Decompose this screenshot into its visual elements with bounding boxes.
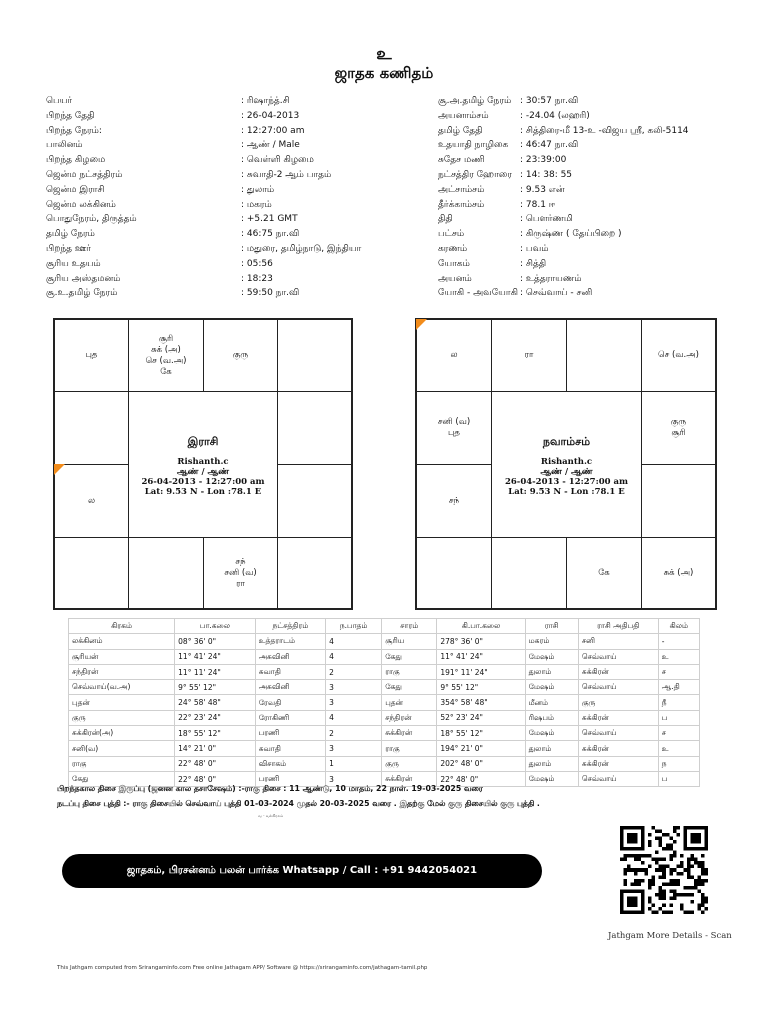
info-label: சூ.உ.தமிழ் நேரம் (46, 288, 118, 299)
navamsa-cell-simmam (641, 464, 716, 538)
table-cell: உ (658, 741, 699, 756)
table-cell: 354° 58' 48" (437, 695, 525, 710)
table-cell: ரேவதி (255, 695, 325, 710)
table-cell: அசுவினி (255, 649, 325, 664)
info-value: : துலாம் (241, 184, 275, 195)
banner-text: ஜாதகம், பிரசன்னம் பலன் பார்க்க Whatsapp / Call : +91 9442054021 (126, 865, 478, 876)
info-row (46, 109, 426, 124)
info-value: : 9.53 என் (520, 184, 565, 195)
info-row (46, 138, 426, 153)
rasi-chart (53, 318, 353, 610)
table-cell: சுக்கிரன் (382, 771, 437, 786)
navamsa-cell-thulam (566, 537, 642, 609)
table-cell: 52° 23' 24" (437, 710, 525, 725)
info-label: திதி (438, 214, 453, 225)
table-cell: குரு (578, 695, 658, 710)
info-value: : 05:56 (241, 258, 273, 269)
table-cell: 2 (326, 726, 382, 741)
right-info-block (438, 94, 758, 301)
column-header: நட்சத்திரம் (255, 619, 325, 634)
retro-note: வ - வக்கிரகம் (258, 813, 284, 818)
table-cell: சுவாதி (255, 664, 325, 679)
rasi-cell-rishabam (203, 319, 278, 392)
column-header: ராசி அதிபதி (578, 619, 658, 634)
table-cell: மேஷம் (525, 649, 578, 664)
info-label: தீர்க்காம்சம் (438, 199, 485, 210)
info-label: உதயாதி நாழிகை (438, 140, 509, 151)
info-row (46, 212, 426, 227)
info-value: : +5.21 GMT (241, 214, 298, 225)
table-cell: 9° 55' 12" (175, 680, 256, 695)
planet-label: செ (வ.அ) (658, 350, 699, 360)
table-cell: 3 (326, 771, 382, 786)
table-row (69, 695, 700, 710)
rasi-cell-simmam (277, 464, 352, 538)
planet-label: ரா (524, 350, 534, 360)
navamsa-gender: ஆண் / ஆண் (540, 467, 593, 477)
left-info-block (46, 94, 426, 301)
planet-label: குரு (670, 417, 687, 427)
table-cell: ராகு (382, 664, 437, 679)
rasi-gender: ஆண் / ஆண் (176, 467, 230, 477)
planet-label: சுக் (அ) (663, 567, 694, 578)
info-row (46, 153, 426, 168)
rasi-datetime: 26-04-2013 - 12:27:00 am (141, 477, 265, 487)
table-cell: மீனம் (525, 695, 578, 710)
table-cell: ப (658, 771, 699, 786)
table-cell: ந (658, 756, 699, 771)
table-cell: 4 (326, 710, 382, 725)
info-value: : 18:23 (241, 273, 273, 284)
info-label: தமிழ் தேதி (438, 125, 483, 136)
table-cell: 14° 21' 0" (175, 741, 256, 756)
table-cell: செவ்வாய்(வ.அ) (69, 680, 175, 695)
info-value: : ஆண் / Male (241, 140, 300, 151)
qr-caption: Jathgam More Details - Scan (608, 931, 732, 941)
table-cell: பரணி (255, 771, 325, 786)
info-label: கரணம் (438, 243, 468, 254)
info-value: : ரிஷாந்த்.சி (241, 96, 290, 106)
info-row (438, 257, 758, 272)
table-cell: 202° 48' 0" (437, 756, 525, 771)
info-row (46, 272, 426, 287)
info-label: சூரிய அஸ்தமனம் (46, 273, 121, 284)
table-cell: சூரியன் (69, 649, 175, 664)
column-header: கி.பா.கலை (437, 619, 525, 634)
table-cell: மகரம் (525, 634, 578, 649)
info-value: : செவ்வாய் - சனி (520, 288, 593, 299)
info-value: : 26-04-2013 (241, 110, 300, 121)
info-value: : 23:39:00 (520, 155, 567, 166)
table-cell: செவ்வாய் (578, 680, 658, 695)
table-cell: ரிஷபம் (525, 710, 578, 725)
table-cell: உ (658, 649, 699, 664)
navamsa-latlon: Lat: 9.53 N - Lon :78.1 E (508, 487, 625, 497)
info-row (438, 272, 758, 287)
info-row (438, 124, 758, 139)
planet-label: ரா (236, 578, 245, 589)
rasi-cell-mesham (128, 319, 204, 392)
navamsa-cell-dhanusu (416, 537, 492, 609)
dasa-balance: பிறந்தகால திசை இருப்பு (ஜனன கால தசாசேஷம்) :-ராகு திசை : 11 ஆண்டு, 10 மாதம், 22 நாள். 19-03-2025 வரை (57, 784, 483, 793)
table-cell: சுக்கிரன்(அ) (69, 726, 175, 741)
planet-label: சனி (வ) (224, 567, 257, 578)
navamsa-cell-meenam (416, 319, 492, 392)
table-cell: 22° 48' 0" (175, 771, 256, 786)
navamsa-cell-kanni (641, 537, 716, 609)
info-value: : 78.1 ஈ (520, 199, 556, 210)
table-cell: குரு (69, 710, 175, 725)
rasi-cell-viruchikam (128, 537, 204, 609)
info-label: யோகி - அவயோகி (438, 288, 518, 299)
info-row (438, 168, 758, 183)
info-label: பாலினம் (46, 140, 83, 151)
column-header: பா.கலை (175, 619, 256, 634)
planet-label: சுக் (அ) (151, 344, 181, 355)
info-row (438, 109, 758, 124)
info-value: : சித்தி (520, 258, 547, 269)
table-row (69, 664, 700, 679)
table-cell: 278° 36' 0" (437, 634, 525, 649)
info-row (46, 183, 426, 198)
table-cell: சூரிய (382, 634, 437, 649)
table-cell: 11° 41' 24" (437, 649, 525, 664)
table-cell: ஆ.தி (658, 680, 699, 695)
column-header: கிரகம் (69, 619, 175, 634)
info-label: நட்சத்திர ஹோரை (438, 169, 512, 180)
info-row (46, 124, 426, 139)
info-value: : 30:57 நா.வி (520, 96, 579, 106)
table-cell: லக்கினம் (69, 634, 175, 649)
info-label: அட்சாம்சம் (438, 184, 485, 195)
navamsa-title: நவாம்சம் (542, 435, 591, 448)
navamsa-cell-mithunam (641, 319, 716, 392)
table-cell: கேது (69, 771, 175, 786)
planet-label: சனி (வ) (437, 417, 471, 427)
info-value: : 59:50 நா.வி (241, 288, 300, 299)
info-label: பிறந்த ஊர் (46, 243, 91, 254)
info-row (46, 286, 426, 301)
navamsa-cell-makaram (416, 464, 492, 538)
table-cell: சனி (578, 634, 658, 649)
info-label: பிறந்த தேதி (46, 110, 95, 121)
planet-label: சூரி (158, 333, 174, 344)
planet-label: சூரி (671, 428, 686, 438)
table-cell: புதன் (382, 695, 437, 710)
navamsa-cell-mesham (491, 319, 567, 392)
table-cell: புதன் (69, 695, 175, 710)
table-cell: உத்தராடம் (255, 634, 325, 649)
table-cell: மேஷம் (525, 771, 578, 786)
table-cell: 3 (326, 695, 382, 710)
planet-label: புத (85, 350, 98, 360)
table-cell: துலாம் (525, 664, 578, 679)
table-cell: துலாம் (525, 756, 578, 771)
header-mark: உ (376, 44, 392, 64)
rasi-title: இராசி (187, 435, 219, 448)
info-row (438, 212, 758, 227)
table-cell: ச (658, 726, 699, 741)
info-label: சூரிய உதயம் (46, 258, 101, 269)
rasi-cell-meenam (54, 319, 129, 392)
info-label: தமிழ் நேரம் (46, 229, 95, 240)
navamsa-cell-katakam (641, 391, 716, 465)
table-cell: - (658, 634, 699, 649)
table-row (69, 726, 700, 741)
table-cell: 4 (326, 634, 382, 649)
table-cell: ராகு (69, 756, 175, 771)
table-row (69, 756, 700, 771)
planet-label: ல (450, 350, 458, 360)
table-cell: சுக்கிரன் (578, 741, 658, 756)
table-cell: 11° 11' 24" (175, 664, 256, 679)
rasi-center (128, 391, 278, 538)
column-header: சாரம் (382, 619, 437, 634)
rasi-cell-katakam (277, 391, 352, 465)
table-row (69, 649, 700, 664)
table-cell: நீ (658, 695, 699, 710)
table-cell: கேது (382, 680, 437, 695)
rasi-cell-mithunam (277, 319, 352, 392)
info-value: : 46:75 நா.வி (241, 229, 300, 240)
info-label: ஜென்ம இராசி (46, 184, 105, 195)
column-header: ந.பாதம் (326, 619, 382, 634)
rasi-cell-kanni (277, 537, 352, 609)
info-value: : பவம் (520, 243, 549, 254)
footer-note: This Jathgam computed from Srirangaminfo.com Free online Jathagam APP/ Software @ https://srirangaminfo.com/jathagam-tamil.php (57, 965, 428, 971)
table-cell: சந்திரன் (69, 664, 175, 679)
table-cell: 18° 55' 12" (175, 726, 256, 741)
table-cell: 18° 55' 12" (437, 726, 525, 741)
table-row (69, 741, 700, 756)
planet-table (68, 618, 700, 787)
table-cell: 1 (326, 756, 382, 771)
rasi-latlon: Lat: 9.53 N - Lon :78.1 E (144, 487, 262, 497)
info-label: யோகம் (438, 258, 470, 269)
info-value: : 46:47 நா.வி (520, 140, 579, 151)
qr-code-icon[interactable] (620, 826, 708, 914)
info-value: : கிருஷ்ண ( தேய்பிறை ) (520, 229, 622, 240)
info-row (46, 168, 426, 183)
info-value: : 14: 38: 55 (520, 169, 573, 180)
rasi-cell-dhanusu (54, 537, 129, 609)
table-cell: 191° 11' 24" (437, 664, 525, 679)
table-cell: 3 (326, 680, 382, 695)
info-label: ஜென்ம லக்கினம் (46, 199, 116, 210)
rasi-cell-kumbam (54, 391, 129, 465)
planet-label: குரு (232, 350, 249, 360)
info-row (46, 94, 426, 109)
lagna-marker (54, 464, 65, 475)
info-row (438, 153, 758, 168)
table-cell: 22° 48' 0" (437, 771, 525, 786)
info-label: பிறந்த நேரம்: (46, 125, 102, 136)
info-value: : மகரம் (241, 199, 272, 210)
navamsa-center (491, 391, 642, 538)
navamsa-name: Rishanth.c (540, 457, 593, 467)
rasi-cell-makaram (54, 464, 129, 538)
planet-label: சந் (448, 495, 460, 506)
info-row (46, 257, 426, 272)
table-row (69, 710, 700, 725)
navamsa-cell-kumbam (416, 391, 492, 465)
planet-label: புத (448, 428, 460, 438)
info-value: : சுவாதி-2 ஆம் பாதம் (241, 169, 332, 180)
table-cell: குரு (382, 756, 437, 771)
info-value: : சித்திரை-மீ 13-உ -விஜய ஸ்ரீ, கலி-5114 (520, 125, 689, 136)
table-cell: 22° 23' 24" (175, 710, 256, 725)
column-header: ராசி (525, 619, 578, 634)
info-label: பிறந்த கிழமை (46, 155, 106, 166)
table-cell: அசுவினி (255, 680, 325, 695)
table-header-row (69, 619, 700, 634)
table-cell: சுக்கிரன் (578, 756, 658, 771)
table-cell: மேஷம் (525, 726, 578, 741)
info-label: பொதுநேரம், திருத்தம் (46, 214, 137, 225)
info-row (438, 242, 758, 257)
info-value: : 12:27:00 am (241, 125, 305, 136)
info-row (438, 183, 758, 198)
table-cell: சுக்கிரன் (382, 726, 437, 741)
table-cell: செவ்வாய் (578, 726, 658, 741)
table-cell: 4 (326, 649, 382, 664)
table-cell: செவ்வாய் (578, 649, 658, 664)
navamsa-cell-rishabam (566, 319, 642, 392)
table-cell: ப (658, 710, 699, 725)
info-value: : வெள்ளி கிழமை (241, 155, 314, 166)
info-value: : உத்தராயணம் (520, 273, 582, 284)
page-title: ஜாதக கணிதம் (334, 64, 434, 82)
planet-label: சந் (235, 556, 246, 567)
table-cell: சுக்கிரன் (578, 664, 658, 679)
table-row (69, 634, 700, 649)
column-header: கிலம் (658, 619, 699, 634)
table-cell: 194° 21' 0" (437, 741, 525, 756)
planet-label: செ (வ.அ) (145, 355, 187, 366)
info-value: : பௌர்ணமி (520, 214, 573, 225)
planet-label: கே (598, 567, 610, 578)
info-row (438, 227, 758, 242)
table-cell: செவ்வாய் (578, 771, 658, 786)
table-cell: பரணி (255, 726, 325, 741)
info-label: பட்சம் (438, 229, 465, 240)
info-row (438, 94, 758, 109)
table-cell: சுக்கிரன் (578, 710, 658, 725)
info-label: பெயர் (46, 96, 73, 106)
table-cell: ச (658, 664, 699, 679)
planet-label: கே (160, 366, 172, 377)
table-cell: துலாம் (525, 741, 578, 756)
rasi-name: Rishanth.c (177, 457, 229, 467)
table-cell: சுவாதி (255, 741, 325, 756)
current-dasa: நடப்பு திசை புத்தி :- ராகு திசையில் செவ்வாய் புத்தி 01-03-2024 முதல் 20-03-2025 வரை . இதற்கு மேல் குரு திசையில் குரு புத்தி . (57, 799, 540, 808)
navamsa-datetime: 26-04-2013 - 12:27:00 am (504, 477, 629, 487)
navamsa-chart (415, 318, 717, 610)
info-row (46, 242, 426, 257)
table-cell: 22° 48' 0" (175, 756, 256, 771)
info-label: அயனாம்சம் (438, 110, 489, 121)
table-cell: ராகு (382, 741, 437, 756)
table-cell: கேது (382, 649, 437, 664)
planet-label: ல (87, 495, 96, 506)
table-cell: 24° 58' 48" (175, 695, 256, 710)
table-cell: சந்திரன் (382, 710, 437, 725)
table-cell: ரோகிணி (255, 710, 325, 725)
info-label: சூ.அ.தமிழ் நேரம் (438, 96, 512, 106)
info-row (438, 286, 758, 301)
rasi-cell-thulam (203, 537, 278, 609)
table-cell: 2 (326, 664, 382, 679)
info-value: : மதுரை, தமிழ்நாடு, இந்தியா (241, 243, 362, 254)
info-label: சுதேச மணி (438, 155, 485, 166)
table-cell: 11° 41' 24" (175, 649, 256, 664)
table-cell: மேஷம் (525, 680, 578, 695)
info-row (46, 198, 426, 213)
info-label: ஜென்ம நட்சத்திரம் (46, 169, 123, 180)
table-cell: சனி(வ) (69, 741, 175, 756)
info-value: : -24.04 (லஹரி) (520, 110, 590, 121)
table-cell: 08° 36' 0" (175, 634, 256, 649)
table-cell: 3 (326, 741, 382, 756)
table-cell: 9° 55' 12" (437, 680, 525, 695)
info-row (438, 198, 758, 213)
navamsa-cell-viruchikam (491, 537, 567, 609)
info-label: அயனம் (438, 273, 472, 284)
info-row (438, 138, 758, 153)
lagna-marker (416, 319, 427, 330)
table-row (69, 680, 700, 695)
table-cell: விசாகம் (255, 756, 325, 771)
info-row (46, 227, 426, 242)
contact-banner[interactable] (62, 854, 542, 888)
